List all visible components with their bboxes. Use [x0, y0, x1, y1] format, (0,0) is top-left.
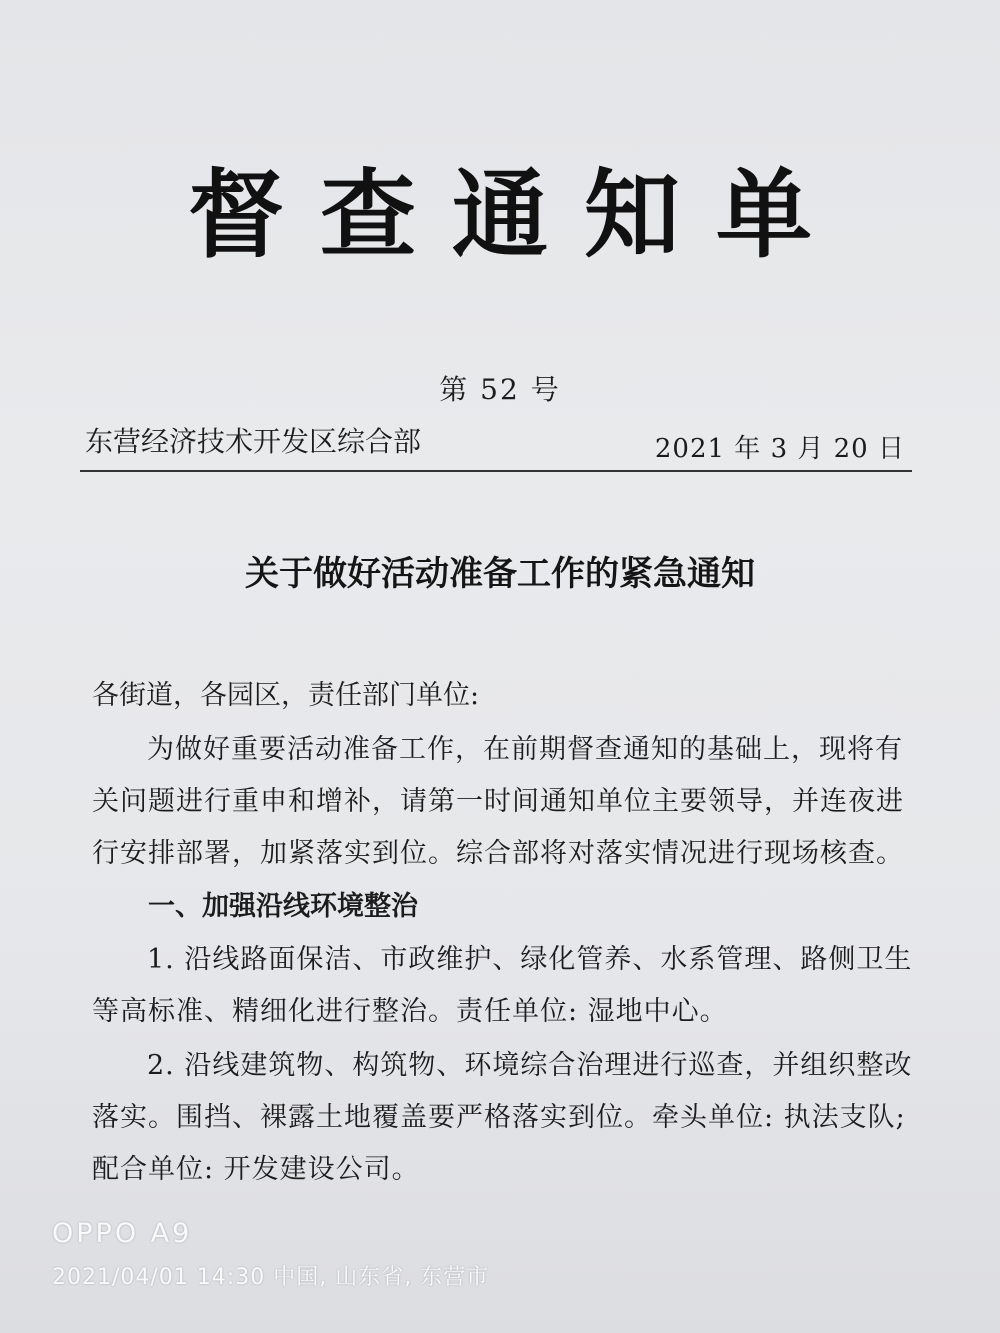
list-item-1: 1. 沿线路面保洁、市政维护、绿化管养、水系管理、路侧卫生等高标准、精细化进行整治。责任单位: 湿地中心。	[92, 944, 913, 1027]
notice-title: 关于做好活动准备工作的紧急通知	[245, 554, 755, 594]
camera-watermark-meta	[52, 1260, 489, 1291]
document-number: 第 52 号	[439, 373, 561, 406]
issuer: 东营经济技术开发区综合部	[85, 425, 422, 458]
list-item-2: 2. 沿线建筑物、构筑物、环境综合治理进行巡查，并组织整改落实。围挡、裸露土地覆盖要严格落实到位。牵头单位: 执法支队; 配合单位: 开发建设公司。	[92, 1050, 913, 1185]
watermark-timestamp: 2021/04/01 14:30	[52, 1265, 266, 1290]
paragraph-intro: 为做好重要活动准备工作，在前期督查通知的基础上，现将有关问题进行重申和增补，请第一时间通知单位主要领导，并连夜进行安排部署，加紧落实到位。综合部将对落实情况进行现场核查。	[92, 734, 904, 869]
watermark-location: 中国, 山东省, 东营市	[273, 1265, 490, 1290]
document-title: 督查通知单	[188, 158, 848, 271]
issue-date: 2021 年 3 月 20 日	[654, 434, 905, 464]
section-heading-1: 一、加强沿线环境整治	[148, 891, 418, 922]
salutation: 各街道，各园区，责任部门单位:	[92, 680, 480, 711]
camera-watermark-device: OPPO A9	[52, 1218, 193, 1249]
header-divider	[80, 470, 912, 472]
